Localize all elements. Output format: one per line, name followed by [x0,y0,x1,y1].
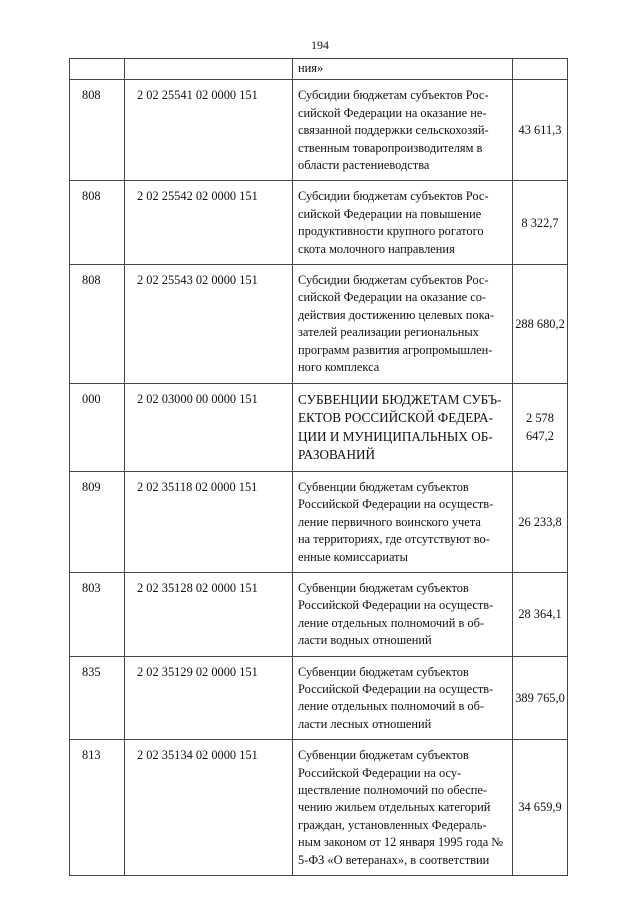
budget-code-cell: 2 02 03000 00 0000 151 [125,383,293,471]
budget-table [69,58,568,876]
income-name-line: РАЗОВАНИЙ [298,447,376,463]
income-name-line: енные комиссариаты [298,549,408,564]
budget-code-cell: 2 02 35134 02 0000 151 [125,740,293,876]
income-name-cell [293,265,513,383]
budget-code-cell: 2 02 35128 02 0000 151 [125,572,293,656]
income-name-line: ного комплекса [298,360,380,375]
amount-cell: 389 765,0 [513,656,568,740]
amount-cell: 26 233,8 [513,471,568,572]
income-name-line: скота молочного направления [298,241,455,256]
budget-code-cell [125,59,293,80]
admin-code-cell: 809 [70,471,125,572]
income-name-line: граждан, установленных Федераль- [298,817,487,832]
income-name-line: Субвенции бюджетам субъектов [298,664,469,679]
income-name-cell [293,572,513,656]
admin-code-cell [70,59,125,80]
table-row [70,181,568,265]
income-name-line: Субсидии бюджетам субъектов Рос- [298,88,489,103]
income-name-line: чению жильем отдельных категорий [298,800,491,815]
admin-code-cell: 813 [70,740,125,876]
table-row [70,265,568,383]
income-name-line: ЦИИ И МУНИЦИПАЛЬНЫХ ОБ- [298,428,493,444]
budget-code-cell: 2 02 25541 02 0000 151 [125,80,293,181]
admin-code-cell: 000 [70,383,125,471]
budget-code-cell: 2 02 25543 02 0000 151 [125,265,293,383]
table-row [70,471,568,572]
admin-code-cell: 808 [70,265,125,383]
income-name-cell [293,740,513,876]
income-name-line: Российской Федерации на осуществ- [298,681,494,696]
income-name-line: сийской Федерации на повышение [298,206,482,221]
income-name-line: Российской Федерации на осуществ- [298,598,494,613]
table-row [70,740,568,876]
income-name-line: ственным товаропроизводителям в [298,140,483,155]
income-name-line: Субвенции бюджетам субъектов [298,748,469,763]
income-name-line: ществление полномочий по обеспе- [298,782,488,797]
amount-cell: 34 659,9 [513,740,568,876]
income-name-line: Российской Федерации на осу- [298,765,462,780]
amount-cell: 28 364,1 [513,572,568,656]
income-name-line: связанной поддержки сельскохозяй- [298,123,489,138]
income-name-line: Субвенции бюджетам субъектов [298,580,469,595]
admin-code-cell: 835 [70,656,125,740]
income-name-line: действия достижению целевых пока- [298,307,495,322]
income-name-cell [293,181,513,265]
income-name-line: ния» [298,61,324,75]
table-row [70,572,568,656]
income-name-line: СУБВЕНЦИИ БЮДЖЕТАМ СУБЪ- [298,391,502,407]
income-name-cell [293,80,513,181]
income-name-line: ласти водных отношений [298,633,432,648]
table-row [70,80,568,181]
income-name-line: сийской Федерации на оказание не- [298,105,487,120]
table-row [70,59,568,80]
income-name-line: ление отдельных полномочий в об- [298,699,485,714]
amount-cell: 2 578 647,2 [513,383,568,471]
income-name-line: ление первичного воинского учета [298,514,481,529]
income-name-cell [293,59,513,80]
page-number: 194 [311,38,329,52]
admin-code-cell: 808 [70,80,125,181]
income-name-line: ление отдельных полномочий в об- [298,615,485,630]
amount-cell [513,59,568,80]
income-name-line: сийской Федерации на оказание со- [298,290,487,305]
income-name-line: продуктивности крупного рогатого [298,224,484,239]
admin-code-cell: 808 [70,181,125,265]
admin-code-cell: 803 [70,572,125,656]
income-name-line: ным законом от 12 января 1995 года № [298,835,504,850]
income-name-line: на территориях, где отсутствуют во- [298,532,490,547]
income-name-line: Субвенции бюджетам субъектов [298,479,469,494]
income-name-line: области растениеводства [298,158,430,173]
budget-code-cell: 2 02 35118 02 0000 151 [125,471,293,572]
income-name-cell [293,656,513,740]
income-name-line: программ развития агропромышлен- [298,342,493,357]
income-name-line: ЕКТОВ РОССИЙСКОЙ ФЕДЕРА- [298,410,493,426]
income-name-cell [293,383,513,471]
table-row [70,383,568,471]
income-name-cell [293,471,513,572]
income-name-line: ласти лесных отношений [298,716,432,731]
budget-code-cell: 2 02 25542 02 0000 151 [125,181,293,265]
income-name-line: зателей реализации региональных [298,325,479,340]
income-name-line: 5-ФЗ «О ветеранах», в соответствии [298,852,490,867]
amount-cell: 288 680,2 [513,265,568,383]
income-name-line: Субсидии бюджетам субъектов Рос- [298,189,489,204]
amount-cell: 43 611,3 [513,80,568,181]
income-name-line: Российской Федерации на осуществ- [298,497,494,512]
budget-code-cell: 2 02 35129 02 0000 151 [125,656,293,740]
table-row [70,656,568,740]
amount-cell: 8 322,7 [513,181,568,265]
income-name-line: Субсидии бюджетам субъектов Рос- [298,273,489,288]
